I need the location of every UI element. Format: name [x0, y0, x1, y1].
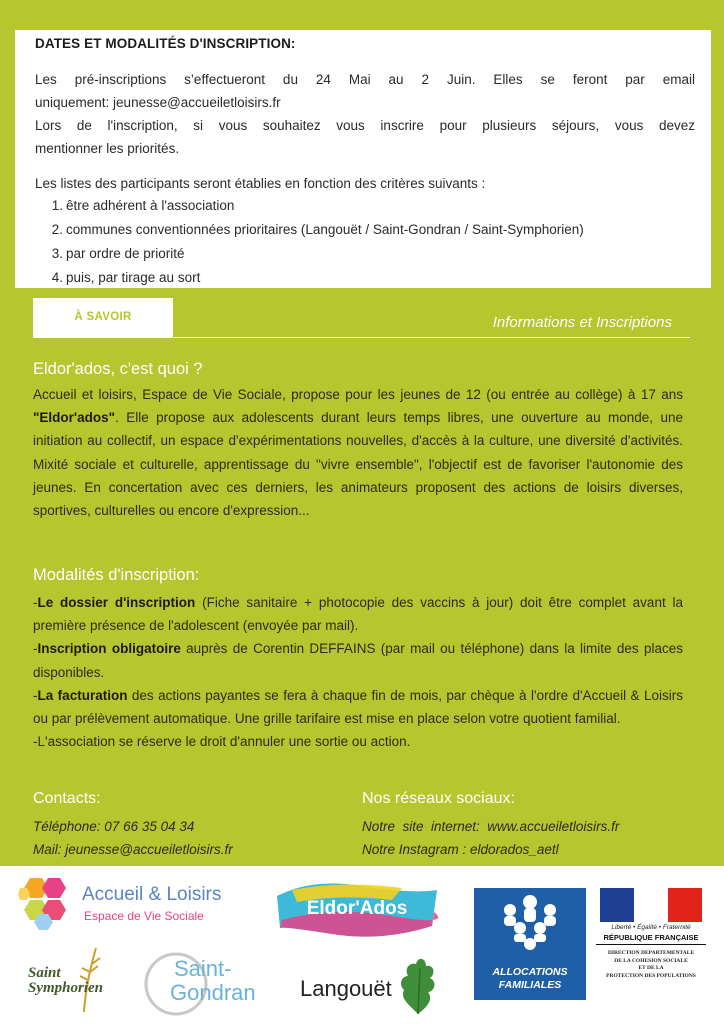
dates-title: DATES ET MODALITÉS D'INSCRIPTION: — [35, 36, 296, 51]
social-instagram[interactable]: Notre Instagram : eldorados_aetl — [362, 842, 559, 857]
accueil-loisirs-logo: Accueil & Loisirs Espace de Vie Sociale — [18, 876, 258, 932]
criteria-item: 1. être adhérent à l'association — [51, 198, 235, 213]
modalite-item: -Le dossier d'inscription (Fiche sanitaire + photocopie des vaccins à jour) doit être complet avant la première présence de l'adolescent (envoyée par mail). — [33, 595, 683, 634]
criteria-list — [47, 194, 584, 290]
modalite-item: -Inscription obligatoire auprès de Corentin DEFFAINS (par mail ou téléphone) dans la limite des places disponibles. — [33, 641, 683, 680]
contacts-title: Contacts: — [33, 790, 101, 807]
modalite-item: -La facturation des actions payantes se fera à chaque fin de mois, par chèque à l'ordre d'Accueil & Loisirs ou par prélèvement automatique. Une grille tarifaire est mise en place selon votre quotient familial. — [33, 687, 683, 727]
modalites-title: Modalités d'inscription: — [33, 566, 200, 584]
social-website[interactable]: Notre site internet: www.accueiletloisirs.fr — [362, 819, 620, 834]
eldorados-paragraph: Accueil et loisirs, Espace de Vie Sociale, propose pour les jeunes de 12 (ou entrée au collège) à 17 ans "Eldor'ados". Elle propose aux adolescents durant leurs temps libres, une ouverture au monde, une initiation au collectif, un espace d'expérimentations nouvelles, d'accès à la culture, une diversité d'activités. Mixité sociale et culturelle, apprentissage du "vivre ensemble", l'objectif est de favoriser l'autonomie des jeunes. En concertation avec ces derniers, les animateurs proposent des actions de loisirs diverses, sportives, culturelles ou encore d'expression... — [33, 387, 683, 519]
info-header: Informations et Inscriptions — [492, 314, 672, 331]
saint-gondran-logo: Saint- Gondran — [140, 944, 270, 1016]
contact-phone[interactable]: Téléphone: 07 66 35 04 34 — [33, 819, 195, 834]
a-savoir-tab: À SAVOIR — [33, 298, 173, 338]
partners-logo-strip — [0, 866, 724, 1024]
criteria-item: 2. communes conventionnées prioritaires (Langouët / Saint-Gondran / Saint-Symphorien) — [51, 222, 584, 237]
criteria-item: 3. par ordre de priorité — [51, 246, 185, 261]
republique-francaise-logo: Liberté • Égalité • Fraternité RÉPUBLIQUE FRANÇAISE DIRECTION DEPARTEMENTALE DE LA COHESION SOCIALE ET DE LA PROTECTION DES POPULATIONS — [596, 888, 706, 1004]
dates-panel — [15, 30, 711, 288]
modalites-list — [33, 591, 683, 753]
hexagon-cluster-icon — [18, 876, 82, 932]
eldorados-title: Eldor'ados, c'est quoi ? — [33, 360, 203, 378]
contact-mail[interactable]: Mail: jeunesse@accueiletloisirs.fr — [33, 842, 233, 857]
header-divider — [174, 337, 690, 338]
flag-icon — [600, 888, 702, 922]
modalite-item: -L'association se réserve le droit d'annuler une sortie ou action. — [33, 734, 411, 750]
email-link[interactable]: uniquement: jeunesse@accueiletloisirs.fr — [35, 95, 281, 110]
eldorados-logo: Eldor'Ados — [272, 876, 442, 944]
langouet-logo: Langouët — [300, 952, 440, 1018]
caf-logo: ALLOCATIONS FAMILIALES — [474, 888, 586, 1000]
saint-symphorien-logo: Saint Symphorien — [26, 942, 126, 1014]
preinscription-paragraph: Les pré-inscriptions s’effectueront du 24 Mai au 2 Juin. Elles se feront par email uniquement: jeunesse@accueiletloisirs.fr Lors de l'inscription, si vous souhaitez vous inscrire pour plusieurs séjours, vous devez mentionner les priorités. — [35, 72, 695, 156]
family-figures-icon — [474, 888, 586, 958]
criteria-item: 4. puis, par tirage au sort — [51, 270, 201, 285]
criteria-intro: Les listes des participants seront établies en fonction des critères suivants : — [35, 176, 486, 191]
oak-leaf-icon — [398, 954, 438, 1016]
social-title: Nos réseaux sociaux: — [362, 790, 515, 807]
